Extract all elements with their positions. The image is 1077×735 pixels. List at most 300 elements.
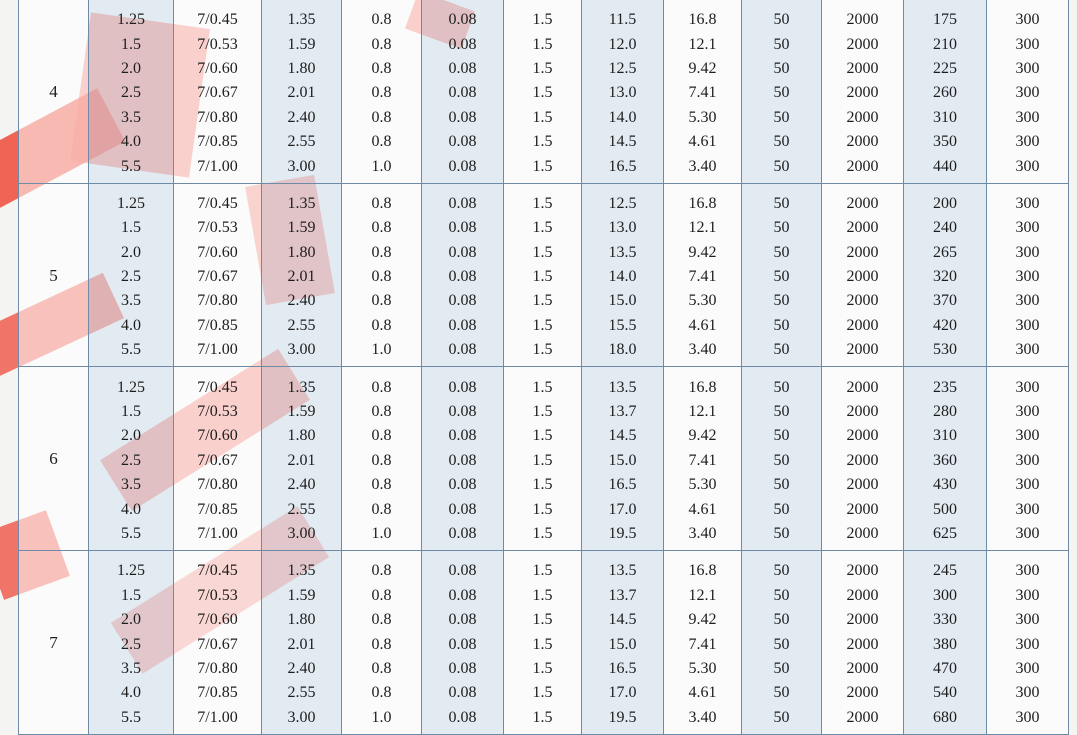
- spec-table-body: [19, 0, 1069, 734]
- table-cell: 0.08: [422, 367, 504, 400]
- table-cell: 50: [742, 241, 822, 265]
- table-cell: 4.61: [664, 681, 742, 705]
- table-cell: 3.40: [664, 338, 742, 367]
- table-cell: 12.1: [664, 32, 742, 56]
- table-cell: 300: [987, 473, 1069, 497]
- table-cell: 2000: [822, 183, 904, 216]
- table-cell: 5.30: [664, 106, 742, 130]
- table-cell: 300: [987, 400, 1069, 424]
- table-cell: 50: [742, 57, 822, 81]
- table-cell: 7/0.85: [174, 497, 262, 521]
- table-cell: 12.5: [582, 183, 664, 216]
- table-cell: 1.0: [342, 706, 422, 735]
- table-cell: 2.40: [262, 289, 342, 313]
- table-cell: 1.59: [262, 400, 342, 424]
- table-cell: 3.40: [664, 706, 742, 735]
- table-cell: 1.25: [89, 551, 174, 584]
- table-cell: 3.00: [262, 522, 342, 551]
- table-cell: 0.8: [342, 657, 422, 681]
- table-cell: 2000: [822, 473, 904, 497]
- table-cell: 7/0.53: [174, 584, 262, 608]
- table-cell: 1.59: [262, 216, 342, 240]
- table-cell: 16.8: [664, 367, 742, 400]
- table-cell: 2000: [822, 400, 904, 424]
- table-cell: 7/0.67: [174, 265, 262, 289]
- table-cell: 7/0.80: [174, 657, 262, 681]
- table-cell: 0.8: [342, 497, 422, 521]
- table-cell: 1.35: [262, 367, 342, 400]
- table-cell: 0.8: [342, 106, 422, 130]
- table-cell: 16.8: [664, 551, 742, 584]
- table-cell: 430: [904, 473, 987, 497]
- table-cell: 300: [987, 584, 1069, 608]
- table-cell: 0.8: [342, 681, 422, 705]
- table-cell: 300: [987, 449, 1069, 473]
- table-cell: 1.5: [504, 551, 582, 584]
- table-cell: 14.5: [582, 608, 664, 632]
- table-cell: 13.5: [582, 241, 664, 265]
- table-cell: 320: [904, 265, 987, 289]
- cores-cell: 4: [19, 0, 89, 183]
- table-cell: 0.08: [422, 314, 504, 338]
- table-cell: 0.08: [422, 681, 504, 705]
- table-cell: 300: [987, 706, 1069, 735]
- table-cell: 440: [904, 154, 987, 183]
- table-cell: 7/0.53: [174, 32, 262, 56]
- table-cell: 50: [742, 706, 822, 735]
- table-cell: 1.59: [262, 584, 342, 608]
- table-cell: 13.5: [582, 367, 664, 400]
- table-cell: 1.80: [262, 424, 342, 448]
- table-cell: 50: [742, 216, 822, 240]
- table-cell: 1.5: [504, 32, 582, 56]
- table-cell: 17.0: [582, 497, 664, 521]
- table-cell: 4.0: [89, 681, 174, 705]
- table-cell: 1.35: [262, 0, 342, 32]
- table-cell: 50: [742, 32, 822, 56]
- table-cell: 5.30: [664, 289, 742, 313]
- table-cell: 3.5: [89, 106, 174, 130]
- table-cell: 300: [987, 338, 1069, 367]
- table-cell: 240: [904, 216, 987, 240]
- table-cell: 625: [904, 522, 987, 551]
- table-cell: 1.5: [504, 497, 582, 521]
- table-cell: 540: [904, 681, 987, 705]
- table-cell: 2.0: [89, 424, 174, 448]
- table-cell: 0.8: [342, 183, 422, 216]
- table-cell: 0.8: [342, 265, 422, 289]
- table-cell: 0.08: [422, 106, 504, 130]
- table-cell: 3.00: [262, 154, 342, 183]
- table-cell: 50: [742, 551, 822, 584]
- table-cell: 14.0: [582, 265, 664, 289]
- table-cell: 15.0: [582, 289, 664, 313]
- table-cell: 13.7: [582, 400, 664, 424]
- table-cell: 0.8: [342, 584, 422, 608]
- table-cell: 1.5: [504, 314, 582, 338]
- table-cell: 470: [904, 657, 987, 681]
- table-cell: 2.55: [262, 130, 342, 154]
- table-cell: 2000: [822, 81, 904, 105]
- table-cell: 0.08: [422, 57, 504, 81]
- table-cell: 2.0: [89, 57, 174, 81]
- table-cell: 7/0.67: [174, 632, 262, 656]
- table-cell: 2.0: [89, 241, 174, 265]
- table-cell: 1.35: [262, 183, 342, 216]
- table-cell: 1.5: [504, 632, 582, 656]
- table-cell: 50: [742, 314, 822, 338]
- table-cell: 14.5: [582, 424, 664, 448]
- table-cell: 300: [987, 32, 1069, 56]
- table-cell: 5.30: [664, 473, 742, 497]
- table-cell: 300: [987, 216, 1069, 240]
- table-cell: 0.08: [422, 154, 504, 183]
- table-cell: 2.01: [262, 632, 342, 656]
- table-cell: 0.8: [342, 81, 422, 105]
- table-cell: 1.25: [89, 367, 174, 400]
- table-cell: 1.5: [89, 400, 174, 424]
- table-cell: 2000: [822, 57, 904, 81]
- table-cell: 2.5: [89, 265, 174, 289]
- table-row: [19, 473, 1069, 497]
- table-cell: 50: [742, 497, 822, 521]
- table-row: [19, 424, 1069, 448]
- table-cell: 0.08: [422, 706, 504, 735]
- table-cell: 0.8: [342, 241, 422, 265]
- table-cell: 0.8: [342, 632, 422, 656]
- table-cell: 7/0.53: [174, 216, 262, 240]
- table-cell: 2000: [822, 338, 904, 367]
- table-row: [19, 338, 1069, 367]
- table-cell: 245: [904, 551, 987, 584]
- table-cell: 2000: [822, 241, 904, 265]
- cores-cell: 7: [19, 551, 89, 735]
- table-cell: 1.5: [504, 400, 582, 424]
- table-cell: 0.8: [342, 216, 422, 240]
- table-cell: 300: [987, 681, 1069, 705]
- table-cell: 1.5: [504, 584, 582, 608]
- table-cell: 0.8: [342, 314, 422, 338]
- table-cell: 370: [904, 289, 987, 313]
- table-row: [19, 216, 1069, 240]
- table-cell: 2.55: [262, 681, 342, 705]
- table-cell: 300: [987, 130, 1069, 154]
- table-cell: 3.5: [89, 657, 174, 681]
- table-row: [19, 657, 1069, 681]
- table-cell: 300: [987, 289, 1069, 313]
- table-cell: 280: [904, 400, 987, 424]
- table-cell: 0.08: [422, 81, 504, 105]
- table-cell: 0.8: [342, 551, 422, 584]
- table-cell: 0.08: [422, 400, 504, 424]
- table-cell: 1.5: [504, 130, 582, 154]
- table-cell: 0.08: [422, 32, 504, 56]
- table-cell: 300: [987, 608, 1069, 632]
- table-cell: 1.5: [504, 338, 582, 367]
- table-cell: 0.08: [422, 265, 504, 289]
- table-cell: 7/0.60: [174, 424, 262, 448]
- table-cell: 1.0: [342, 522, 422, 551]
- table-cell: 2000: [822, 154, 904, 183]
- table-cell: 7/0.67: [174, 449, 262, 473]
- table-row: [19, 32, 1069, 56]
- table-cell: 2000: [822, 32, 904, 56]
- table-cell: 50: [742, 449, 822, 473]
- table-cell: 9.42: [664, 424, 742, 448]
- table-cell: 16.8: [664, 0, 742, 32]
- table-cell: 7/0.80: [174, 473, 262, 497]
- table-cell: 2000: [822, 551, 904, 584]
- table-cell: 350: [904, 130, 987, 154]
- table-cell: 50: [742, 522, 822, 551]
- table-cell: 7/0.85: [174, 130, 262, 154]
- table-cell: 7/0.60: [174, 57, 262, 81]
- table-row: [19, 241, 1069, 265]
- table-cell: 2.40: [262, 106, 342, 130]
- table-cell: 300: [904, 584, 987, 608]
- table-cell: 310: [904, 424, 987, 448]
- table-row: [19, 106, 1069, 130]
- table-cell: 5.5: [89, 706, 174, 735]
- table-cell: 7.41: [664, 81, 742, 105]
- table-row: [19, 314, 1069, 338]
- table-cell: 530: [904, 338, 987, 367]
- table-row: [19, 289, 1069, 313]
- table-cell: 1.0: [342, 338, 422, 367]
- table-cell: 380: [904, 632, 987, 656]
- table-cell: 7.41: [664, 449, 742, 473]
- table-cell: 2.5: [89, 449, 174, 473]
- table-cell: 2000: [822, 657, 904, 681]
- table-row: [19, 551, 1069, 584]
- table-row: [19, 183, 1069, 216]
- table-cell: 50: [742, 154, 822, 183]
- table-cell: 0.08: [422, 424, 504, 448]
- table-cell: 0.08: [422, 289, 504, 313]
- table-cell: 3.40: [664, 154, 742, 183]
- table-cell: 50: [742, 400, 822, 424]
- table-cell: 2000: [822, 522, 904, 551]
- table-cell: 175: [904, 0, 987, 32]
- table-cell: 2000: [822, 289, 904, 313]
- table-cell: 7/0.85: [174, 681, 262, 705]
- table-cell: 7/1.00: [174, 154, 262, 183]
- table-cell: 16.5: [582, 154, 664, 183]
- table-cell: 7.41: [664, 632, 742, 656]
- table-cell: 2000: [822, 314, 904, 338]
- table-cell: 1.25: [89, 0, 174, 32]
- table-cell: 50: [742, 338, 822, 367]
- table-row: [19, 584, 1069, 608]
- table-cell: 15.5: [582, 314, 664, 338]
- table-row: [19, 706, 1069, 735]
- table-cell: 0.08: [422, 632, 504, 656]
- table-cell: 5.5: [89, 338, 174, 367]
- table-cell: 7/0.80: [174, 106, 262, 130]
- table-cell: 15.0: [582, 449, 664, 473]
- table-cell: 2000: [822, 265, 904, 289]
- table-cell: 2000: [822, 632, 904, 656]
- table-cell: 1.0: [342, 154, 422, 183]
- table-cell: 1.5: [504, 367, 582, 400]
- table-cell: 2000: [822, 497, 904, 521]
- table-cell: 1.35: [262, 551, 342, 584]
- table-cell: 50: [742, 0, 822, 32]
- table-cell: 17.0: [582, 681, 664, 705]
- table-cell: 50: [742, 584, 822, 608]
- table-cell: 1.5: [504, 154, 582, 183]
- table-cell: 3.40: [664, 522, 742, 551]
- table-cell: 1.5: [89, 216, 174, 240]
- table-cell: 1.5: [504, 216, 582, 240]
- table-cell: 7/0.45: [174, 0, 262, 32]
- table-cell: 1.5: [504, 183, 582, 216]
- table-cell: 50: [742, 681, 822, 705]
- table-cell: 12.1: [664, 216, 742, 240]
- table-cell: 1.5: [89, 32, 174, 56]
- table-cell: 9.42: [664, 241, 742, 265]
- table-cell: 2.55: [262, 314, 342, 338]
- table-cell: 1.5: [504, 265, 582, 289]
- table-row: [19, 130, 1069, 154]
- table-cell: 50: [742, 183, 822, 216]
- table-cell: 50: [742, 657, 822, 681]
- table-cell: 235: [904, 367, 987, 400]
- table-cell: 1.5: [504, 289, 582, 313]
- table-cell: 0.8: [342, 424, 422, 448]
- table-cell: 300: [987, 81, 1069, 105]
- table-cell: 50: [742, 106, 822, 130]
- table-cell: 200: [904, 183, 987, 216]
- table-cell: 1.5: [504, 0, 582, 32]
- table-cell: 300: [987, 497, 1069, 521]
- table-cell: 15.0: [582, 632, 664, 656]
- table-cell: 4.0: [89, 497, 174, 521]
- table-cell: 13.5: [582, 551, 664, 584]
- table-cell: 310: [904, 106, 987, 130]
- table-cell: 50: [742, 608, 822, 632]
- table-row: [19, 400, 1069, 424]
- table-cell: 12.1: [664, 584, 742, 608]
- table-cell: 0.08: [422, 338, 504, 367]
- table-cell: 1.5: [504, 57, 582, 81]
- table-cell: 1.25: [89, 183, 174, 216]
- table-cell: 2.01: [262, 81, 342, 105]
- table-cell: 13.0: [582, 216, 664, 240]
- table-cell: 50: [742, 424, 822, 448]
- table-cell: 360: [904, 449, 987, 473]
- table-cell: 1.59: [262, 32, 342, 56]
- table-cell: 225: [904, 57, 987, 81]
- table-cell: 330: [904, 608, 987, 632]
- table-cell: 1.5: [89, 584, 174, 608]
- table-cell: 3.00: [262, 338, 342, 367]
- table-cell: 19.5: [582, 522, 664, 551]
- table-cell: 260: [904, 81, 987, 105]
- table-row: [19, 0, 1069, 32]
- table-cell: 0.08: [422, 497, 504, 521]
- table-cell: 7.41: [664, 265, 742, 289]
- table-cell: 7/0.45: [174, 551, 262, 584]
- table-row: [19, 57, 1069, 81]
- table-cell: 7/1.00: [174, 338, 262, 367]
- table-cell: 50: [742, 265, 822, 289]
- table-cell: 1.5: [504, 657, 582, 681]
- table-cell: 1.5: [504, 81, 582, 105]
- table-cell: 7/0.80: [174, 289, 262, 313]
- table-cell: 7/0.60: [174, 608, 262, 632]
- table-cell: 1.80: [262, 241, 342, 265]
- cores-cell: 5: [19, 183, 89, 367]
- table-cell: 2000: [822, 706, 904, 735]
- table-cell: 4.0: [89, 314, 174, 338]
- table-cell: 3.5: [89, 473, 174, 497]
- table-cell: 19.5: [582, 706, 664, 735]
- table-cell: 50: [742, 473, 822, 497]
- table-cell: 2000: [822, 681, 904, 705]
- table-cell: 7/0.53: [174, 400, 262, 424]
- table-cell: 0.08: [422, 551, 504, 584]
- table-cell: 300: [987, 522, 1069, 551]
- table-cell: 3.00: [262, 706, 342, 735]
- table-cell: 300: [987, 424, 1069, 448]
- table-cell: 0.8: [342, 400, 422, 424]
- table-cell: 2.5: [89, 632, 174, 656]
- table-cell: 2.40: [262, 657, 342, 681]
- table-row: [19, 81, 1069, 105]
- table-cell: 7/0.45: [174, 183, 262, 216]
- table-cell: 3.5: [89, 289, 174, 313]
- table-cell: 300: [987, 0, 1069, 32]
- table-row: [19, 497, 1069, 521]
- table-cell: 5.5: [89, 522, 174, 551]
- table-cell: 2.01: [262, 265, 342, 289]
- table-cell: 2000: [822, 216, 904, 240]
- table-cell: 1.80: [262, 57, 342, 81]
- table-cell: 2000: [822, 449, 904, 473]
- table-cell: 0.08: [422, 183, 504, 216]
- table-cell: 7/0.60: [174, 241, 262, 265]
- table-cell: 1.80: [262, 608, 342, 632]
- table-row: [19, 608, 1069, 632]
- table-cell: 16.5: [582, 657, 664, 681]
- table-cell: 0.8: [342, 130, 422, 154]
- table-cell: 2000: [822, 367, 904, 400]
- table-cell: 7/1.00: [174, 706, 262, 735]
- table-row: [19, 522, 1069, 551]
- table-cell: 300: [987, 265, 1069, 289]
- cores-cell: 6: [19, 367, 89, 551]
- table-cell: 300: [987, 241, 1069, 265]
- table-cell: 300: [987, 551, 1069, 584]
- table-cell: 0.08: [422, 522, 504, 551]
- table-cell: 0.8: [342, 449, 422, 473]
- table-cell: 1.5: [504, 424, 582, 448]
- table-cell: 18.0: [582, 338, 664, 367]
- table-cell: 16.5: [582, 473, 664, 497]
- table-cell: 13.0: [582, 81, 664, 105]
- table-cell: 420: [904, 314, 987, 338]
- table-cell: 300: [987, 57, 1069, 81]
- table-cell: 16.8: [664, 183, 742, 216]
- table-cell: 0.8: [342, 32, 422, 56]
- table-cell: 50: [742, 81, 822, 105]
- table-cell: 1.5: [504, 106, 582, 130]
- table-cell: 4.61: [664, 130, 742, 154]
- table-cell: 300: [987, 154, 1069, 183]
- table-cell: 5.30: [664, 657, 742, 681]
- table-cell: 0.8: [342, 289, 422, 313]
